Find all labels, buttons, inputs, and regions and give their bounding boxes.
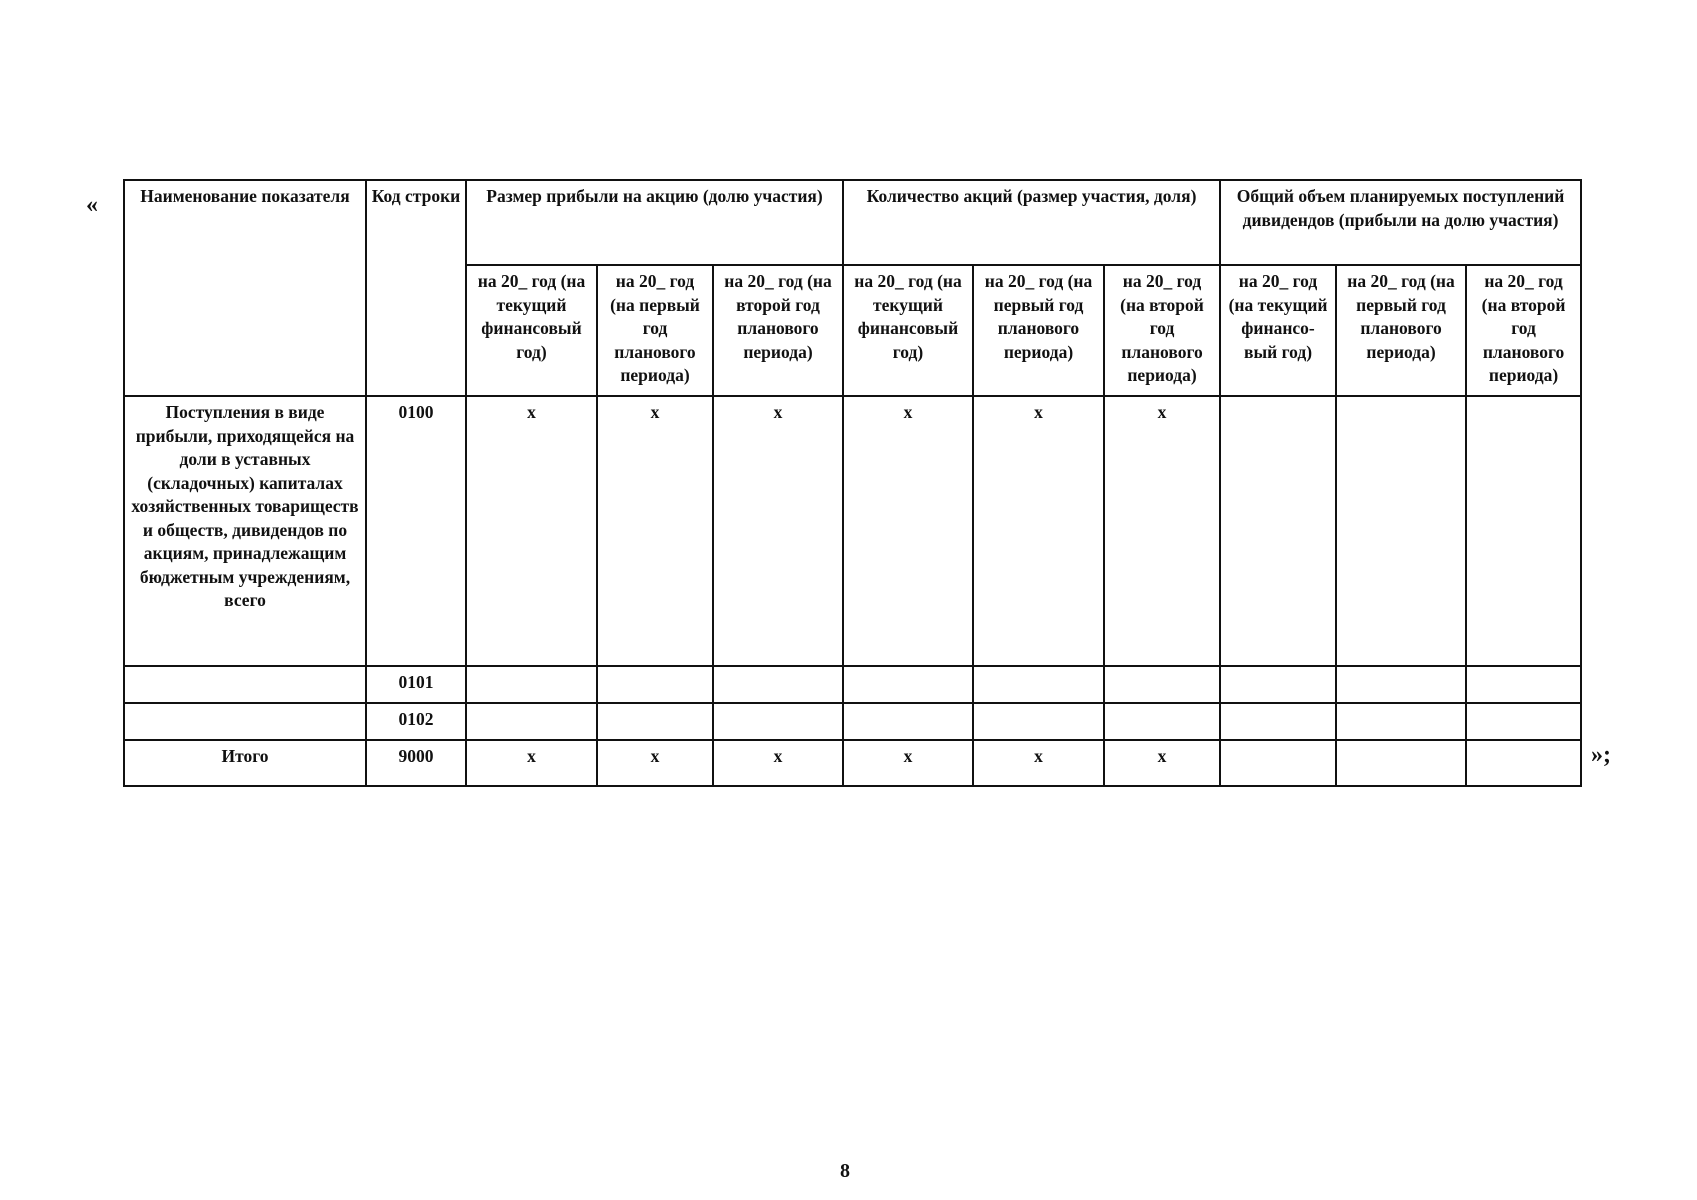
row-name	[124, 703, 366, 740]
table-cell	[1104, 703, 1220, 740]
table-row	[124, 703, 1581, 740]
table-cell	[1104, 666, 1220, 703]
header-g1-current-year: на 20_ год (на текущий финансовый год)	[466, 265, 597, 396]
table-cell	[1336, 666, 1466, 703]
table-cell: x	[973, 396, 1104, 666]
table-cell	[973, 666, 1104, 703]
row-name	[124, 666, 366, 703]
row-name: Поступления в виде прибыли, приходящейся на доли в уставных (складочных) капиталах хозяйственных товариществ и обществ, дивидендов по акциям, принадлежащим бюджетным учреждениям, всего	[124, 396, 366, 666]
header-g3-first-year: на 20_ год (на первый год планового периода)	[1336, 265, 1466, 396]
table-cell	[1220, 703, 1336, 740]
dividends-table	[123, 179, 1582, 787]
table-cell	[1336, 703, 1466, 740]
table-cell: x	[713, 740, 843, 786]
header-group-dividends-total: Общий объем планируемых поступлений дивидендов (прибыли на долю участия)	[1220, 180, 1581, 265]
table-cell	[1336, 740, 1466, 786]
row-code: 0101	[366, 666, 466, 703]
header-g2-second-year: на 20_ год (на второй год планового периода)	[1104, 265, 1220, 396]
table-cell: x	[466, 396, 597, 666]
header-group-profit-per-share: Размер прибыли на акцию (долю участия)	[466, 180, 843, 265]
table-cell: x	[713, 396, 843, 666]
table-cell	[466, 703, 597, 740]
table-cell	[1220, 396, 1336, 666]
header-g2-first-year: на 20_ год (на первый год планового периода)	[973, 265, 1104, 396]
table-cell	[1220, 666, 1336, 703]
header-code: Код строки	[366, 180, 466, 396]
header-g3-current-year: на 20_ год (на текущий финансо- вый год)	[1220, 265, 1336, 396]
table-cell: x	[466, 740, 597, 786]
table-cell	[1466, 703, 1581, 740]
table-cell	[1220, 740, 1336, 786]
opening-quote: «	[86, 192, 98, 218]
row-name: Итого	[124, 740, 366, 786]
table-cell: x	[1104, 396, 1220, 666]
table-row	[124, 396, 1581, 666]
table-cell	[843, 703, 973, 740]
table-row-total	[124, 740, 1581, 786]
table-cell	[1466, 740, 1581, 786]
table-cell: x	[843, 396, 973, 666]
table-cell: x	[597, 740, 713, 786]
header-g2-current-year: на 20_ год (на текущий финансовый год)	[843, 265, 973, 396]
row-code: 0102	[366, 703, 466, 740]
table-cell: x	[1104, 740, 1220, 786]
page-number: 8	[840, 1160, 850, 1182]
table-cell: x	[843, 740, 973, 786]
table-cell	[466, 666, 597, 703]
table-cell	[713, 666, 843, 703]
table-cell	[1336, 396, 1466, 666]
table-cell: x	[597, 396, 713, 666]
header-g1-first-year: на 20_ год (на первый год планового периода)	[597, 265, 713, 396]
row-code: 0100	[366, 396, 466, 666]
table-cell	[1466, 396, 1581, 666]
table-cell	[597, 666, 713, 703]
closing-quote: »;	[1591, 742, 1611, 768]
table-cell	[597, 703, 713, 740]
row-code: 9000	[366, 740, 466, 786]
table-cell	[1466, 666, 1581, 703]
table-cell	[713, 703, 843, 740]
table-cell	[843, 666, 973, 703]
header-g1-second-year: на 20_ год (на второй год планового периода)	[713, 265, 843, 396]
header-group-share-count: Количество акций (размер участия, доля)	[843, 180, 1220, 265]
header-name: Наименование показателя	[124, 180, 366, 396]
table-cell	[973, 703, 1104, 740]
table-cell: x	[973, 740, 1104, 786]
table-row	[124, 666, 1581, 703]
header-g3-second-year: на 20_ год (на второй год планового периода)	[1466, 265, 1581, 396]
